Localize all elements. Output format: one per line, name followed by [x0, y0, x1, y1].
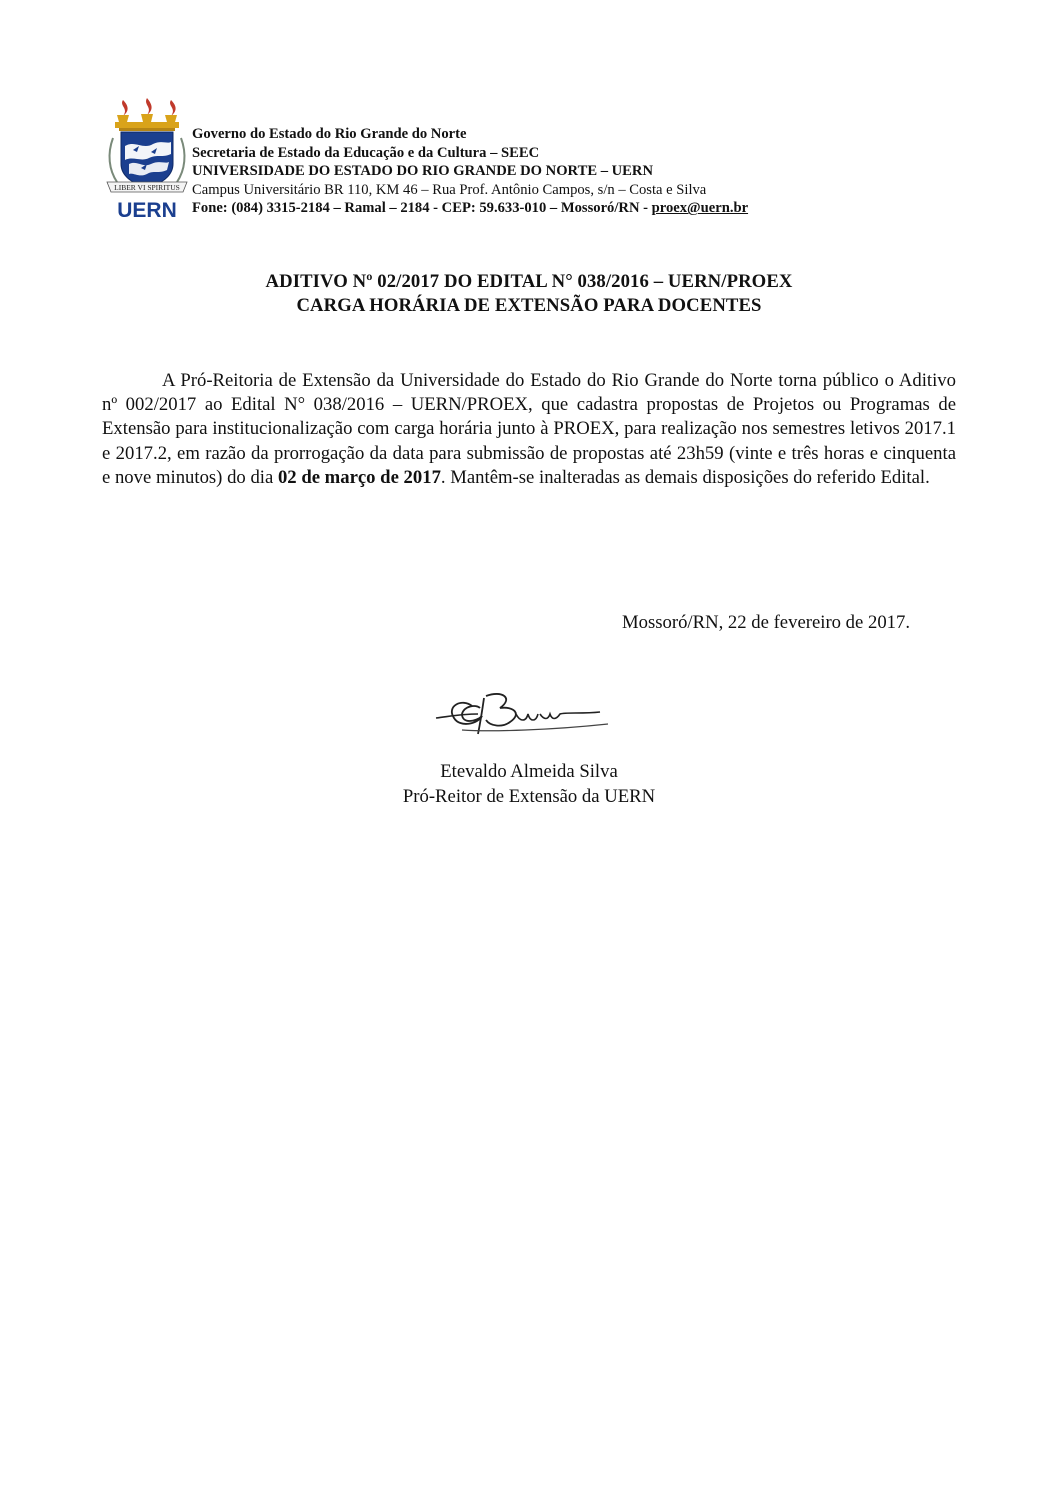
handwritten-signature	[432, 684, 612, 742]
letterhead-secretariat: Secretaria de Estado da Educação e da Cultura – SEEC	[192, 144, 540, 161]
logo-motto: LIBER VI SPIRITUS	[114, 183, 180, 192]
letterhead-university: UNIVERSIDADE DO ESTADO DO RIO GRANDE DO NORTE – UERN	[192, 163, 653, 180]
title-line-1: ADITIVO Nº 02/2017 DO EDITAL N° 038/2016 – UERN/PROEX	[265, 271, 793, 292]
shield-icon	[121, 132, 173, 188]
document-title	[0, 270, 1058, 317]
body-paragraph	[102, 369, 956, 490]
letterhead-contact	[192, 199, 832, 218]
body-text-main: A Pró-Reitoria de Extensão da Universidade do Estado do Rio Grande do Norte torna público o Aditivo nº 002/2017 ao Edital N° 038/2016 – UERN/PROEX, que cadastra propostas de Projetos ou Programas de Extensão para institucionalização com carga horária junto à PROEX, para realização nos semestres letivos 2017.1 e 2017.2, em razão da prorrogação da data para submissão de propostas até 23h59 (vinte e três horas e cinquenta e nove minutos) do dia	[102, 370, 956, 488]
signer-block	[0, 760, 1058, 809]
logo-acronym: UERN	[117, 199, 177, 220]
letterhead-address: Campus Universitário BR 110, KM 46 – Rua Prof. Antônio Campos, s/n – Costa e Silva	[192, 181, 707, 198]
letterhead-header	[103, 98, 823, 220]
signer-name: Etevaldo Almeida Silva	[440, 761, 618, 782]
uern-crest-icon	[103, 98, 191, 220]
letterhead-text	[192, 125, 832, 218]
place-and-date: Mossoró/RN, 22 de fevereiro de 2017.	[622, 612, 911, 633]
title-line-2: CARGA HORÁRIA DE EXTENSÃO PARA DOCENTES	[296, 294, 762, 316]
uern-logo	[103, 98, 191, 220]
torches-icon	[115, 98, 179, 131]
letterhead-phone: Fone: (084) 3315-2184 – Ramal – 2184 - CEP: 59.633-010 – Mossoró/RN -	[192, 200, 652, 217]
letterhead-email-link[interactable]: proex@uern.br	[651, 200, 749, 217]
letterhead-government: Governo do Estado do Rio Grande do Norte	[192, 126, 467, 142]
body-deadline-date: 02 de março de 2017	[277, 466, 441, 488]
body-text-closing: . Mantêm-se inalteradas as demais disposições do referido Edital.	[440, 466, 930, 488]
signer-role: Pró-Reitor de Extensão da UERN	[402, 785, 656, 807]
